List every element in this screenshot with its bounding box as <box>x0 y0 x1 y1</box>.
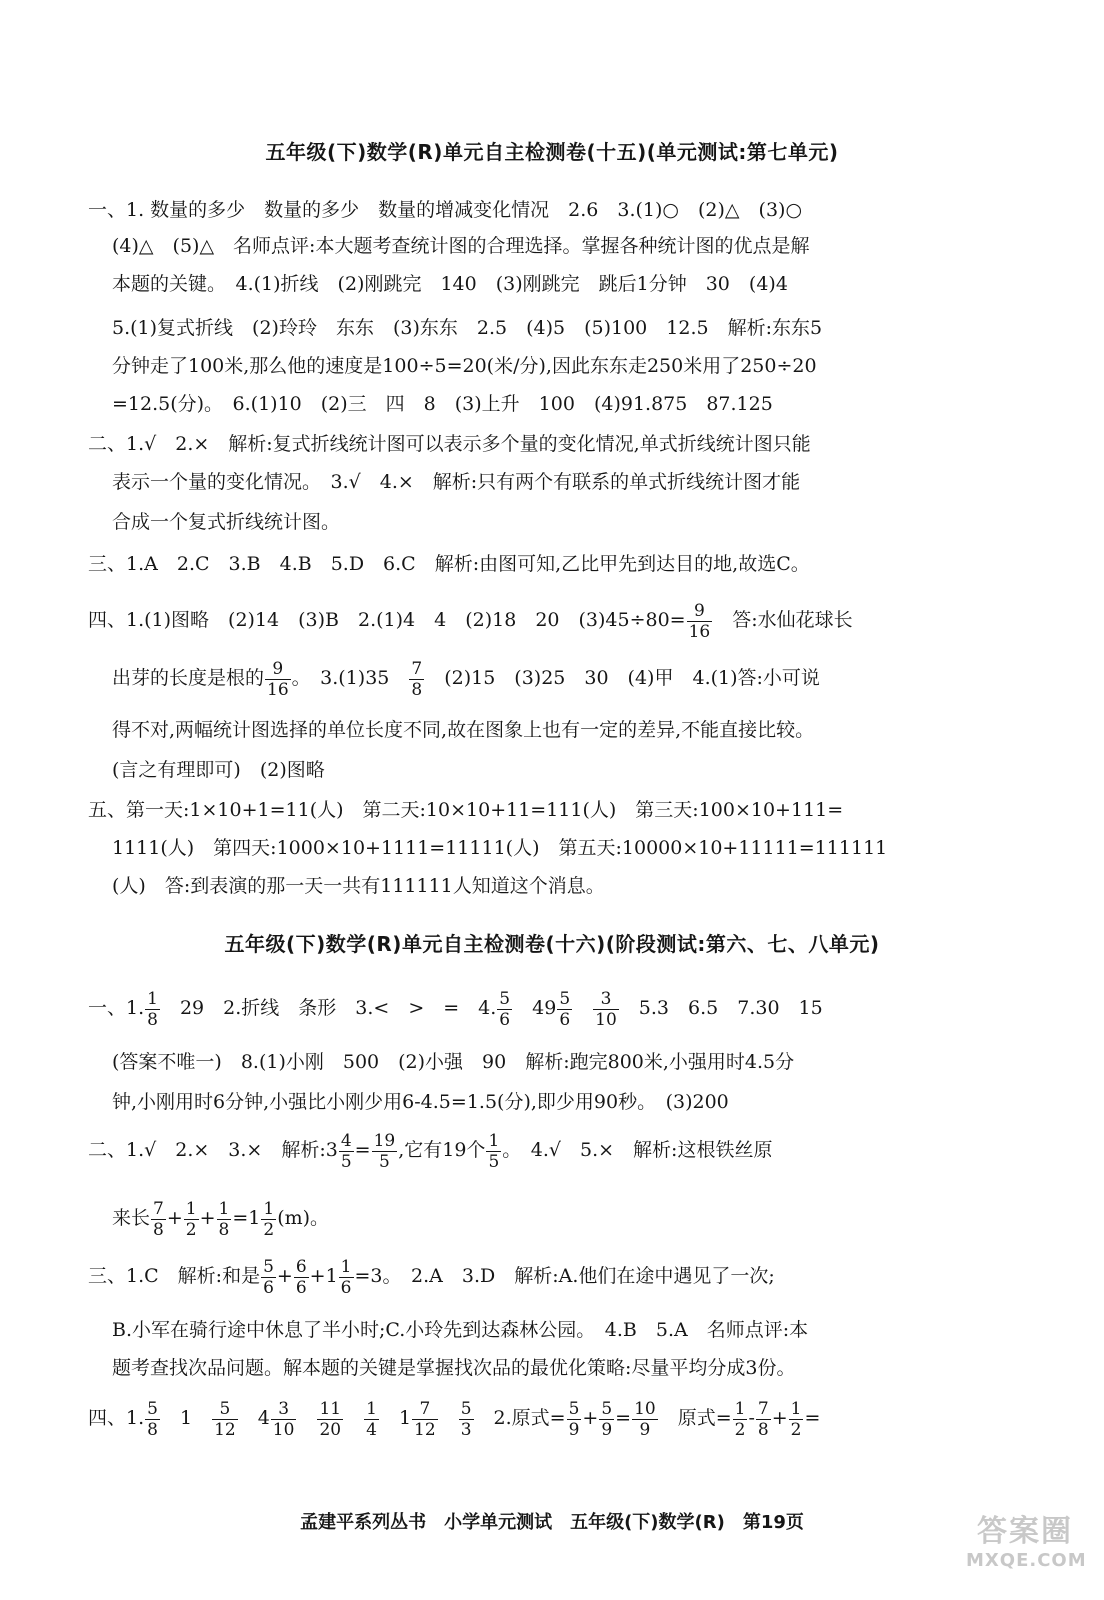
answer-line: 得不对,两幅统计图选择的单位长度不同,故在图象上也有一定的差异,不能直接比较。 <box>112 719 815 741</box>
text-run: + <box>276 1265 293 1287</box>
text-run: - <box>748 1407 755 1429</box>
text-run: 49 <box>513 997 557 1019</box>
numerator: 4 <box>340 1130 352 1151</box>
fraction <box>145 1399 160 1440</box>
watermark-logo <box>966 1506 1087 1571</box>
text-run: 答:水仙花球长 <box>713 609 853 631</box>
answer-line: B.小军在骑行途中休息了半小时;C.小玲先到达森林公园。 4.B 5.A 名师点评:本 <box>112 1319 809 1341</box>
watermark-text: 答案圈 <box>977 1514 1073 1549</box>
fraction <box>261 1257 276 1298</box>
numerator: 10 <box>634 1398 656 1419</box>
text-run: = <box>354 1139 371 1161</box>
fraction <box>409 659 424 700</box>
denominator: 3 <box>460 1419 472 1440</box>
text-run: 。 3.(1)35 <box>291 667 409 689</box>
text-run: 三、1.C 解析:和是 <box>88 1265 261 1287</box>
denominator: 6 <box>499 1009 511 1030</box>
fraction <box>271 1399 297 1440</box>
fraction <box>217 1199 232 1240</box>
answer-line: (人) 答:到表演的那一天一共有111111人知道这个消息。 <box>112 875 605 897</box>
denominator: 8 <box>147 1419 158 1440</box>
numerator: 1 <box>734 1398 746 1419</box>
denominator: 16 <box>688 621 711 642</box>
text-run: 二、1.√ 2.× 3.× 解析:3 <box>88 1139 338 1161</box>
fraction <box>789 1399 804 1440</box>
fraction <box>567 1399 582 1440</box>
numerator: 1 <box>147 988 158 1009</box>
numerator: 5 <box>568 1398 580 1419</box>
fraction <box>364 1399 379 1440</box>
denominator: 2 <box>185 1219 197 1240</box>
numerator: 6 <box>295 1256 307 1277</box>
answer-line: 五、第一天:1×10+1=11(人) 第二天:10×10+11=111(人) 第三天:100×10+111= <box>88 799 844 821</box>
denominator: 9 <box>639 1419 651 1440</box>
numerator: 9 <box>265 659 291 680</box>
section-title-16: 五年级(下)数学(R)单元自主检测卷(十六)(阶段测试:第六、七、八单元) <box>224 932 880 956</box>
text-run: = <box>615 1407 632 1429</box>
answer-line: 合成一个复式折线统计图。 <box>112 511 341 533</box>
numerator: 1 <box>340 1256 352 1277</box>
denominator: 5 <box>488 1151 500 1172</box>
fraction <box>497 989 512 1030</box>
text-run: + <box>199 1207 216 1229</box>
answer-line: (答案不唯一) 8.(1)小刚 500 (2)小强 90 解析:跑完800米,小强用时4.5分 <box>112 1051 795 1073</box>
denominator: 8 <box>218 1219 230 1240</box>
text-run: 1 <box>379 1407 412 1429</box>
numerator: 1 <box>488 1130 500 1151</box>
fraction <box>151 1199 166 1240</box>
answer-line-fraction <box>112 1196 1012 1244</box>
denominator: 16 <box>267 679 289 700</box>
text-run: + <box>166 1207 183 1229</box>
denominator: 4 <box>366 1419 377 1440</box>
numerator: 5 <box>147 1398 158 1419</box>
numerator: 1 <box>218 1198 230 1219</box>
text-run <box>439 1407 458 1429</box>
text-run: 5.3 6.5 7.30 15 <box>619 997 823 1019</box>
answer-line: 本题的关键。 4.(1)折线 (2)刚跳完 140 (3)刚跳完 跳后1分钟 30 (4)4 <box>112 273 788 295</box>
denominator: 6 <box>295 1277 307 1298</box>
text-run: =3。 2.A 3.D 解析:A.他们在途中遇见了一次; <box>354 1265 775 1287</box>
answer-line: 分钟走了100米,那么他的速度是100÷5=20(米/分),因此东东走250米用了250÷20 <box>112 355 817 377</box>
denominator: 2 <box>734 1419 746 1440</box>
text-run: 出芽的长度是根的 <box>112 667 265 689</box>
numerator: 11 <box>319 1398 342 1419</box>
fraction <box>599 1399 614 1440</box>
numerator: 5 <box>559 988 571 1009</box>
denominator: 10 <box>595 1009 617 1030</box>
numerator: 5 <box>263 1256 274 1277</box>
text-run: 来长 <box>112 1207 151 1229</box>
text-run: + <box>582 1407 599 1429</box>
denominator: 8 <box>147 1009 158 1030</box>
answer-line-fraction <box>88 1254 988 1302</box>
answer-line: 5.(1)复式折线 (2)玲玲 东东 (3)东东 2.5 (4)5 (5)100 12.5 解析:东东5 <box>112 317 823 339</box>
text-run: 1 <box>160 1407 212 1429</box>
text-run: 四、1.(1)图略 (2)14 (3)B 2.(1)4 4 (2)18 20 (3)45÷80= <box>88 609 686 631</box>
answer-line-fraction <box>88 1396 988 1444</box>
answer-line-fraction <box>112 656 1012 704</box>
answer-line: 1111(人) 第四天:1000×10+1111=11111(人) 第五天:10000×10+11111=111111 <box>112 837 888 859</box>
text-run: ,它有19个 <box>398 1139 486 1161</box>
page-footer: 孟建平系列丛书 小学单元测试 五年级(下)数学(R) 第19页 <box>300 1512 804 1533</box>
denominator: 8 <box>411 679 423 700</box>
fraction <box>317 1399 343 1440</box>
denominator: 9 <box>568 1419 580 1440</box>
answer-line-fraction <box>88 598 988 646</box>
text-run: +1 <box>309 1265 338 1287</box>
section-title-15: 五年级(下)数学(R)单元自主检测卷(十五)(单元测试:第七单元) <box>265 140 839 164</box>
fraction <box>339 1257 354 1298</box>
fraction <box>733 1399 748 1440</box>
text-run: =1 <box>232 1207 261 1229</box>
answer-line-fraction <box>88 1128 988 1176</box>
answer-line: (4)△ (5)△ 名师点评:本大题考查统计图的合理选择。掌握各种统计图的优点是解 <box>112 235 810 257</box>
numerator: 7 <box>757 1398 769 1419</box>
numerator: 1 <box>185 1198 197 1219</box>
answer-line: (言之有理即可) (2)图略 <box>112 759 325 781</box>
answer-line: 题考查找次品问题。解本题的关键是掌握找次品的最优化策略:尽量平均分成3份。 <box>112 1357 796 1379</box>
text-run <box>573 997 592 1019</box>
denominator: 2 <box>263 1219 275 1240</box>
text-run: = <box>804 1407 821 1429</box>
numerator: 3 <box>593 989 619 1010</box>
denominator: 6 <box>559 1009 571 1030</box>
fraction <box>212 1399 238 1440</box>
text-run: (m)。 <box>277 1207 330 1229</box>
answer-line: 三、1.A 2.C 3.B 4.B 5.D 6.C 解析:由图可知,乙比甲先到达目的地,故选C。 <box>88 553 810 575</box>
text-run: + <box>771 1407 788 1429</box>
answer-line: 二、1.√ 2.× 解析:复式折线统计图可以表示多个量的变化情况,单式折线统计图只能 <box>88 433 811 455</box>
watermark-url: MXQE.COM <box>966 1550 1087 1571</box>
fraction <box>486 1131 501 1172</box>
denominator: 12 <box>214 1419 236 1440</box>
answer-line: 表示一个量的变化情况。 3.√ 4.× 解析:只有两个有联系的单式折线统计图才能 <box>112 471 801 493</box>
numerator: 9 <box>687 601 713 622</box>
fraction <box>294 1257 309 1298</box>
numerator: 5 <box>601 1398 613 1419</box>
numerator: 5 <box>212 1399 238 1420</box>
fraction <box>687 601 713 642</box>
fraction <box>756 1399 771 1440</box>
text-run <box>344 1407 363 1429</box>
numerator: 5 <box>499 988 511 1009</box>
denominator: 9 <box>601 1419 613 1440</box>
text-run: 29 2.折线 条形 3.< > = 4. <box>160 997 497 1019</box>
fraction <box>459 1399 474 1440</box>
text-run: 原式= <box>658 1407 732 1429</box>
fraction <box>261 1199 276 1240</box>
denominator: 6 <box>263 1277 274 1298</box>
denominator: 12 <box>414 1419 436 1440</box>
numerator: 1 <box>263 1198 275 1219</box>
text-run: 一、1. <box>88 997 145 1019</box>
denominator: 8 <box>757 1419 769 1440</box>
answer-line-fraction <box>88 986 988 1034</box>
fraction <box>145 989 160 1030</box>
text-run <box>297 1407 316 1429</box>
fraction <box>339 1131 354 1172</box>
denominator: 20 <box>319 1419 342 1440</box>
denominator: 2 <box>790 1419 802 1440</box>
text-run: 。 4.√ 5.× 解析:这根铁丝原 <box>502 1139 773 1161</box>
numerator: 1 <box>366 1398 377 1419</box>
fraction <box>632 1399 658 1440</box>
fraction <box>412 1399 438 1440</box>
fraction <box>372 1131 398 1172</box>
fraction <box>593 989 619 1030</box>
denominator: 5 <box>378 1151 390 1172</box>
denominator: 5 <box>340 1151 352 1172</box>
text-run: 4 <box>238 1407 270 1429</box>
denominator: 8 <box>153 1219 164 1240</box>
numerator: 7 <box>411 658 423 679</box>
numerator: 19 <box>373 1130 396 1151</box>
text-run: (2)15 (3)25 30 (4)甲 4.(1)答:小可说 <box>425 667 820 689</box>
fraction <box>184 1199 199 1240</box>
fraction <box>265 659 291 700</box>
numerator: 3 <box>271 1399 297 1420</box>
numerator: 5 <box>460 1398 472 1419</box>
denominator: 10 <box>272 1419 295 1440</box>
numerator: 7 <box>412 1399 438 1420</box>
text-run: 2.原式= <box>474 1407 566 1429</box>
answer-line: 钟,小刚用时6分钟,小强比小刚少用6-4.5=1.5(分),即少用90秒。 (3)200 <box>112 1091 729 1113</box>
answer-line: 一、1. 数量的多少 数量的多少 数量的增减变化情况 2.6 3.(1)○ (2)△ (3)○ <box>88 199 803 221</box>
answer-line: =12.5(分)。 6.(1)10 (2)三 四 8 (3)上升 100 (4)91.875 87.125 <box>112 393 773 415</box>
text-run: 四、1. <box>88 1407 145 1429</box>
denominator: 6 <box>340 1277 352 1298</box>
fraction <box>557 989 572 1030</box>
numerator: 1 <box>790 1398 802 1419</box>
numerator: 7 <box>153 1198 164 1219</box>
